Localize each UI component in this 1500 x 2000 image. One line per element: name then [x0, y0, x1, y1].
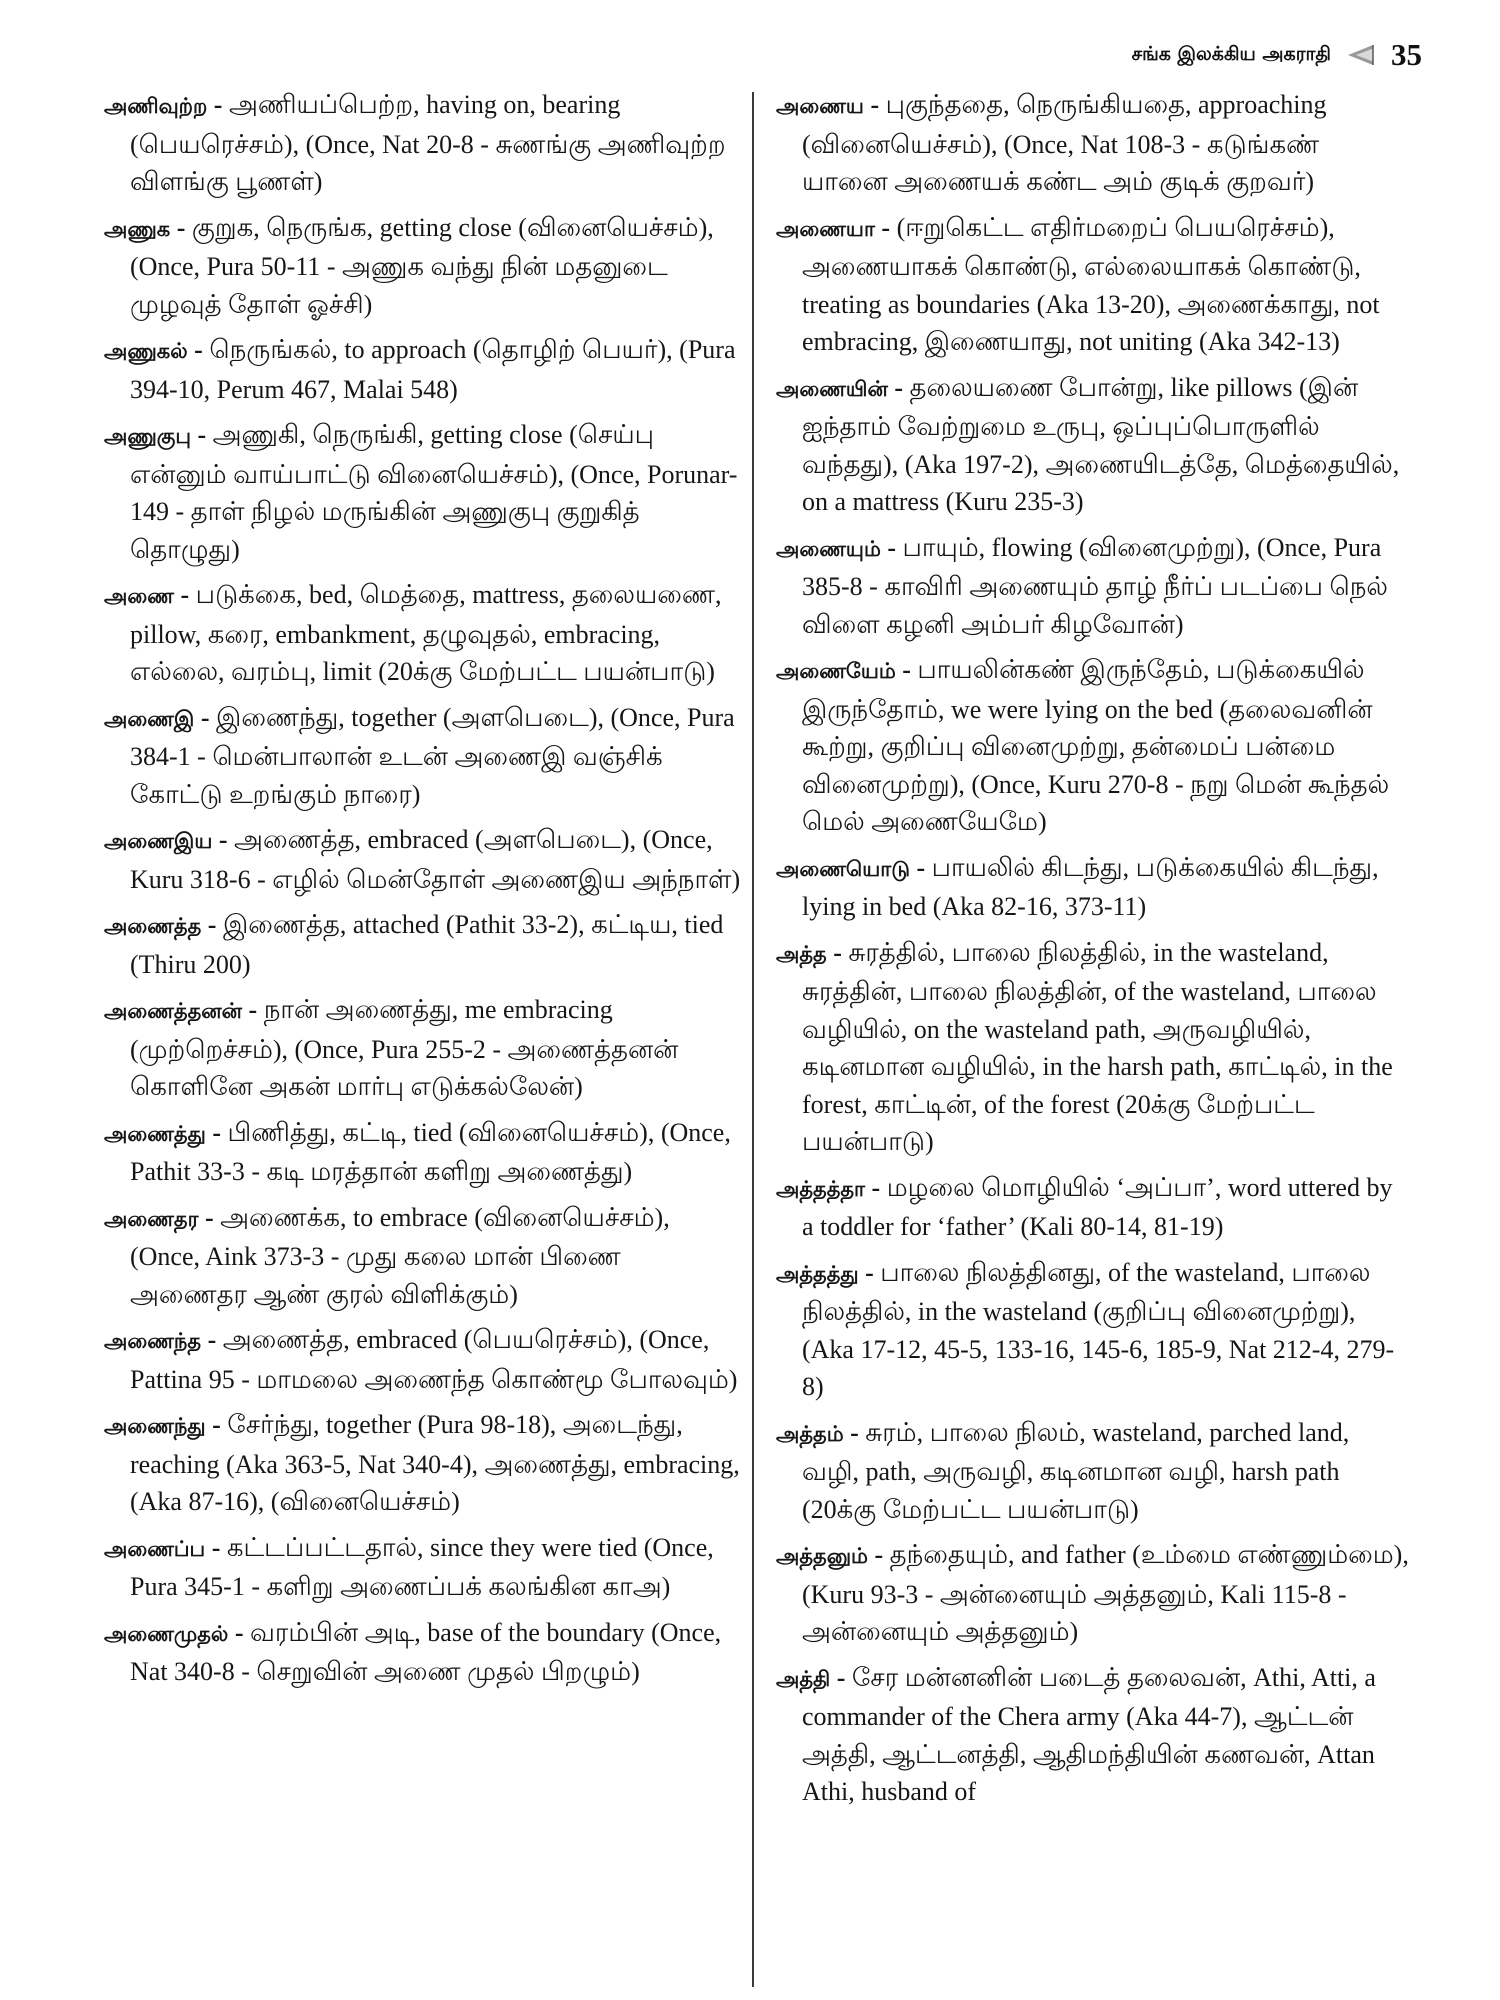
entry-separator: -	[858, 1257, 881, 1287]
dictionary-entry	[104, 699, 744, 814]
entry-definition: சேர மன்னனின் படைத் தலைவன், Athi, Atti, a commander of the Chera army (Aka 44-7), ஆட்டன் அத்தி, ஆட்டனத்தி, ஆதிமந்தியின் கணவன், Attan Athi, husband of	[802, 1662, 1376, 1806]
page-header	[1132, 30, 1422, 80]
entry-separator: -	[865, 1172, 887, 1202]
dictionary-entry	[776, 86, 1410, 201]
entry-separator: -	[198, 1202, 221, 1232]
dictionary-entry	[104, 991, 744, 1106]
entry-separator: -	[194, 702, 217, 732]
entry-definition: தலையணை போன்று, like pillows (இன் ஐந்தாம் வேற்றுமை உருபு, ஒப்புப்பொருளில் வந்தது), (Aka 197-2), அணையிடத்தே, மெத்தையில், on a mattress (Kuru 235-3)	[802, 372, 1400, 516]
entry-separator: -	[207, 90, 229, 119]
entry-headword: அணைஇ	[104, 706, 195, 731]
left-column	[104, 86, 744, 2000]
entry-separator: -	[843, 1417, 866, 1447]
entry-definition: படுக்கை, bed, மெத்தை, mattress, தலையணை, pillow, கரை, embankment, தழுவுதல், embracing, எல்லை, வரம்பு, limit (20க்கு மேற்பட்ட பயன்பாடு)	[130, 580, 722, 686]
entry-definition: மழலை மொழியில் ‘அப்பா’, word uttered by a toddler for ‘father’ (Kali 80-14, 81-19)	[802, 1172, 1393, 1241]
dictionary-entry	[104, 86, 744, 201]
dictionary-entry	[776, 529, 1410, 644]
entry-separator: -	[880, 532, 903, 562]
entry-definition: பாலை நிலத்தினது, of the wasteland, பாலை நிலத்தில், in the wasteland (குறிப்பு வினைமுற்று), (Aka 17-12, 45-5, 133-16, 145-6, 185-9, Nat 212-4, 279-8)	[802, 1257, 1395, 1401]
entry-headword: அணைஇய	[104, 829, 213, 853]
entry-headword: அணையொடு	[776, 856, 910, 881]
dictionary-entry	[776, 934, 1410, 1161]
entry-separator: -	[190, 420, 213, 449]
entry-separator: -	[170, 212, 192, 242]
entry-headword: அணை	[104, 584, 174, 608]
entry-headword: அணைய	[776, 94, 864, 118]
entry-headword: அணையா	[776, 216, 875, 241]
entry-separator: -	[173, 580, 196, 609]
entry-headword: அணையேம்	[776, 659, 896, 683]
entry-definition: கட்டப்பட்டதால், since they were tied (Once, Pura 345-1 - களிறு அணைப்பக் கலங்கின காஅ)	[130, 1532, 714, 1601]
entry-separator: -	[228, 1617, 251, 1647]
entry-definition: (ஈறுகெட்ட எதிர்மறைப் பெயரெச்சம்), அணையாகக் கொண்டு, எல்லையாகக் கொண்டு, treating as boundaries (Aka 13-20), அணைக்காது, not embracing, இணையாது, not uniting (Aka 342-13)	[802, 212, 1380, 356]
dictionary-entry	[776, 1536, 1410, 1651]
dictionary-entry	[776, 1659, 1410, 1811]
entry-headword: அணைப்ப	[104, 1536, 206, 1561]
entry-definition: பாயலின்கண் இருந்தேம், படுக்கையில் இருந்தோம், we were lying on the bed (தலைவனின் கூற்று, குறிப்பு வினைமுற்று, தன்மைப் பன்மை வினைமுற்று), (Once, Kuru 270-8 - நறு மென் கூந்தல் மெல் அணையேமே)	[802, 655, 1390, 836]
dictionary-entry	[776, 1254, 1410, 1406]
dictionary-entry	[776, 1414, 1410, 1529]
dictionary-entry	[104, 1406, 744, 1521]
entry-definition: நான் அணைத்து, me embracing (முற்றெச்சம்), (Once, Pura 255-2 - அணைத்தனன் கொளினே அகன் மார்பு எடுக்கல்லேன்)	[130, 995, 679, 1101]
entry-headword: அணுகுபு	[104, 424, 191, 448]
entry-headword: அணைதர	[104, 1206, 199, 1231]
entry-definition: சேர்ந்து, together (Pura 98-18), அடைந்து, reaching (Aka 363-5, Nat 340-4), அணைத்து, embracing, (Aka 87-16), (வினையெச்சம்)	[130, 1410, 740, 1516]
dictionary-entry	[104, 1614, 744, 1691]
dictionary-entry	[104, 1114, 744, 1191]
entry-separator: -	[205, 1117, 228, 1147]
entry-separator: -	[242, 995, 264, 1024]
entry-headword: அணைத்த	[104, 914, 202, 938]
dictionary-entry	[776, 369, 1410, 521]
dictionary-entry	[104, 821, 744, 898]
entry-headword: அணிவுற்ற	[104, 94, 208, 118]
entry-separator: -	[895, 655, 918, 684]
entry-headword: அத்த	[776, 941, 827, 966]
entry-headword: அணைமுதல்	[104, 1621, 229, 1646]
entry-definition: சுரம், பாலை நிலம், wasteland, parched land, வழி, path, அருவழி, கடினமான வழி, harsh path (20க்கு மேற்பட்ட பயன்பாடு)	[802, 1417, 1350, 1524]
entry-headword: அணையின்	[776, 376, 888, 401]
entry-headword: அணுகல்	[104, 339, 188, 363]
entry-headword: அத்தத்தா	[776, 1176, 866, 1201]
column-divider	[752, 92, 754, 1987]
entry-headword: அணையும்	[776, 536, 881, 561]
entry-definition: வரம்பின் அடி, base of the boundary (Once, Nat 340-8 - செறுவின் அணை முதல் பிறழும்)	[130, 1617, 722, 1686]
entry-separator: -	[867, 1540, 890, 1569]
entry-definition: பாயும், flowing (வினைமுற்று), (Once, Pura 385-8 - காவிரி அணையும் தாழ் நீர்ப் படப்பை நெல் விளை கழனி அம்பர் கிழவோன்)	[802, 532, 1388, 639]
entry-definition: பாயலில் கிடந்து, படுக்கையில் கிடந்து, lying in bed (Aka 82-16, 373-11)	[802, 852, 1379, 921]
entry-headword: அணைத்தனன்	[104, 999, 243, 1023]
dictionary-entry	[776, 849, 1410, 926]
entry-headword: அத்தனும்	[776, 1544, 868, 1568]
dictionary-entry	[104, 1529, 744, 1606]
entry-separator: -	[201, 910, 223, 939]
dictionary-entry	[104, 331, 744, 408]
entry-separator: -	[887, 372, 910, 402]
entry-definition: குறுக, நெருங்க, getting close (வினையெச்சம்), (Once, Pura 50-11 - அணுக வந்து நின் மதனுடை முழவுத் தோள் ஓச்சி)	[130, 212, 714, 319]
entry-separator: -	[212, 825, 235, 854]
entry-separator: -	[205, 1410, 228, 1439]
entry-separator: -	[830, 1662, 852, 1692]
dictionary-entry	[104, 1199, 744, 1314]
entry-definition: சுரத்தில், பாலை நிலத்தில், in the wasteland, சுரத்தின், பாலை நிலத்தின், of the wasteland, பாலை வழியில், on the wasteland path, அருவழியில், கடினமான வழியில், in the harsh path, காட்டில், in the forest, காட்டின், of the forest (20க்கு மேற்பட்ட பயன்பாடு)	[802, 937, 1393, 1156]
entry-separator: -	[201, 1325, 223, 1354]
entry-definition: பிணித்து, கட்டி, tied (வினையெச்சம்), (Once, Pathit 33-3 - கடி மரத்தான் களிறு அணைத்து)	[130, 1117, 731, 1186]
entry-headword: அத்தத்து	[776, 1261, 859, 1286]
entry-headword: அணைந்து	[104, 1414, 206, 1438]
entry-definition: அணைத்த, embraced (பெயரெச்சம்), (Once, Pattina 95 - மாமலை அணைந்த கொண்மூ போலவும்)	[130, 1325, 738, 1394]
dictionary-entry	[104, 209, 744, 324]
entry-separator: -	[863, 90, 886, 119]
entry-definition: அணைக்க, to embrace (வினையெச்சம்), (Once, Aink 373-3 - முது கலை மான் பிணை அணைதர ஆண் குரல் விளிக்கும்)	[130, 1202, 670, 1309]
page-number: 35	[1391, 37, 1422, 72]
dictionary-entry	[776, 209, 1410, 361]
dictionary-entry	[776, 1169, 1410, 1246]
entry-definition: புகுந்ததை, நெருங்கியதை, approaching (வினையெச்சம்), (Once, Nat 108-3 - கடுங்கண் யானை அணையக் கண்ட அம் குடிக் குறவர்)	[802, 90, 1327, 196]
entry-separator: -	[910, 852, 932, 882]
entry-separator: -	[826, 937, 849, 967]
left-triangle-arrow-icon	[1347, 43, 1375, 67]
running-title: சங்க இலக்கிய அகராதி	[1131, 42, 1331, 65]
entry-definition: இணைந்து, together (அளபெடை), (Once, Pura 384-1 - மென்பாலான் உடன் அணைஇ வஞ்சிக் கோட்டு உறங்கும் நாரை)	[130, 702, 735, 809]
entry-separator: -	[187, 335, 210, 364]
entry-definition: அணியப்பெற்ற, having on, bearing (பெயரெச்சம்), (Once, Nat 20-8 - சுணங்கு அணிவுற்ற விளங்கு பூணள்)	[130, 90, 726, 196]
dictionary-entry	[104, 1321, 744, 1398]
entry-headword: அத்தி	[776, 1666, 831, 1691]
entry-headword: அணைந்த	[104, 1329, 202, 1353]
entry-headword: அணுக	[104, 216, 171, 241]
entry-definition: தந்தையும், and father (உம்மை எண்ணும்மை), (Kuru 93-3 - அன்னையும் அத்தனும், Kali 115-8 - அன்னையும் அத்தனும்)	[802, 1540, 1409, 1646]
entry-separator: -	[874, 212, 897, 242]
entry-definition: இணைத்த, attached (Pathit 33-2), கட்டிய, tied (Thiru 200)	[130, 910, 724, 979]
entry-definition: அணுகி, நெருங்கி, getting close (செய்பு என்னும் வாய்பாட்டு வினையெச்சம்), (Once, Porunar-149 - தாள் நிழல் மருங்கின் அணுகுபு குறுகித் தொழுது)	[130, 420, 738, 564]
dictionary-entry	[104, 906, 744, 983]
dictionary-entry	[104, 416, 744, 568]
entry-definition: நெருங்கல், to approach (தொழிற் பெயர்), (Pura 394-10, Perum 467, Malai 548)	[130, 335, 736, 404]
entry-definition: அணைத்த, embraced (அளபெடை), (Once, Kuru 318-6 - எழில் மென்தோள் அணைஇய அந்நாள்)	[130, 825, 741, 894]
entry-separator: -	[205, 1532, 227, 1562]
dictionary-entry	[104, 576, 744, 691]
entry-headword: அத்தம்	[776, 1421, 844, 1446]
dictionary-entry	[776, 651, 1410, 841]
entry-headword: அணைத்து	[104, 1121, 206, 1146]
right-column	[776, 86, 1410, 2000]
